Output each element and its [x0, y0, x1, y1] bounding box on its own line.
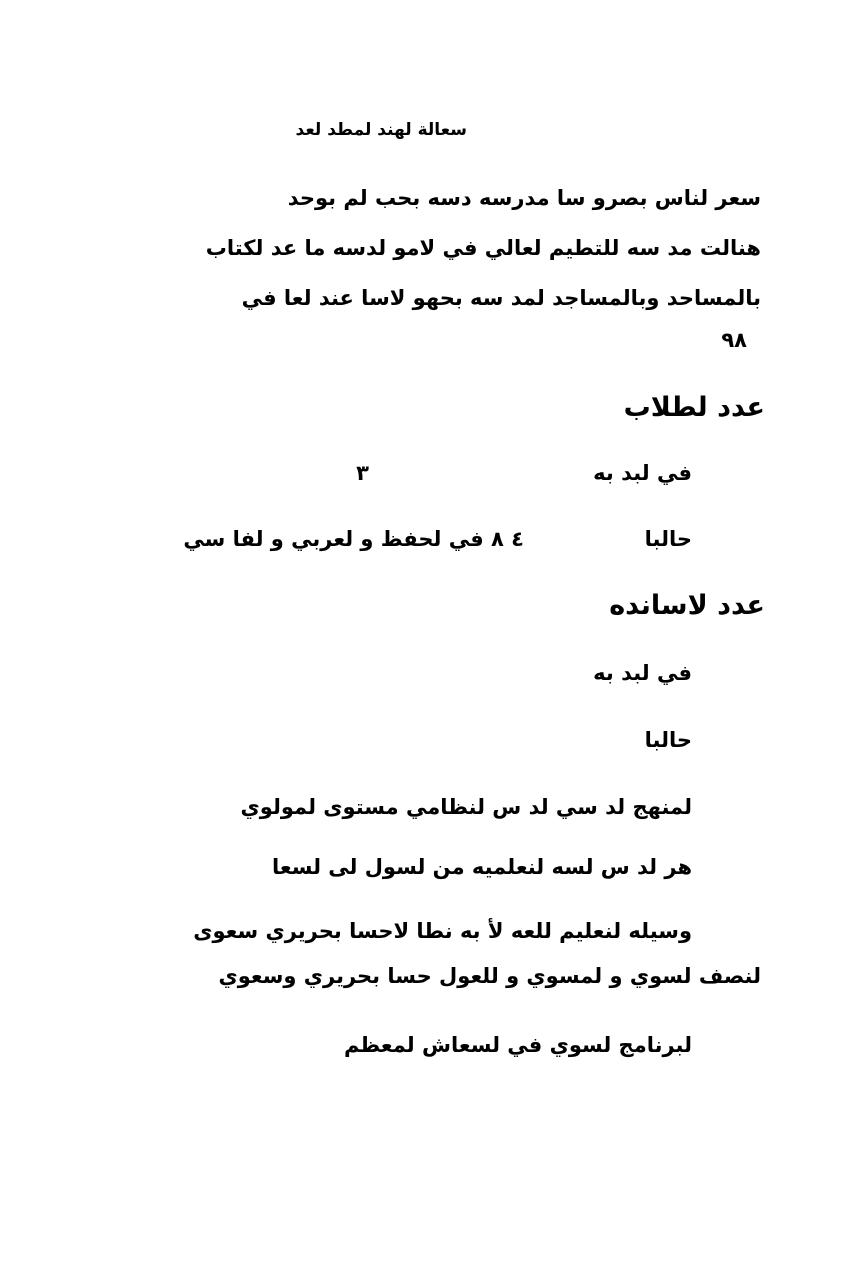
info-line-teaching-method-cont: لنصف لسوي و لمسوي و للعول حسا بحريري وسعوي — [218, 964, 761, 988]
info-line-teaching-method: وسيله لنعليم للعه لأ به نطا لاحسا بحريري سعوى — [193, 919, 692, 943]
paragraph-line-4: ٩٨ — [721, 328, 747, 352]
students-heading: عدد لطلاب — [623, 392, 765, 423]
teachers-row-2-label: حالبا — [644, 728, 692, 752]
info-line-duration: هر لد س لسه لنعلميه من لسول لى لسعا — [271, 855, 692, 879]
running-header: سعالة لهند لمطد لعد — [295, 120, 467, 140]
students-row-1-value: ٣ — [356, 461, 369, 485]
paragraph-line-2: هنالت مد سه للتطيم لعالي في لامو لدسه ما عد لكتاب — [205, 236, 761, 260]
teachers-heading: عدد لاسانده — [609, 590, 765, 621]
students-row-2-value: ٤ ٨ في لحفظ و لعربي و لفا سي — [183, 527, 524, 551]
students-row-1-label: في لبد به — [593, 461, 692, 485]
paragraph-line-1: سعر لناس بصرو سا مدرسه دسه بحب لم بوحد — [287, 186, 761, 210]
info-line-program: لبرنامج لسوي في لسعاش لمعظم — [343, 1033, 692, 1057]
teachers-row-1-label: في لبد به — [593, 661, 692, 685]
info-line-curriculum: لمنهج لد سي لد س لنظامي مستوى لمولوي — [240, 795, 692, 819]
students-row-2-label: حالبا — [644, 527, 692, 551]
paragraph-line-3: بالمساحد وبالمساجد لمد سه بحهو لاسا عند لعا في — [241, 286, 761, 310]
